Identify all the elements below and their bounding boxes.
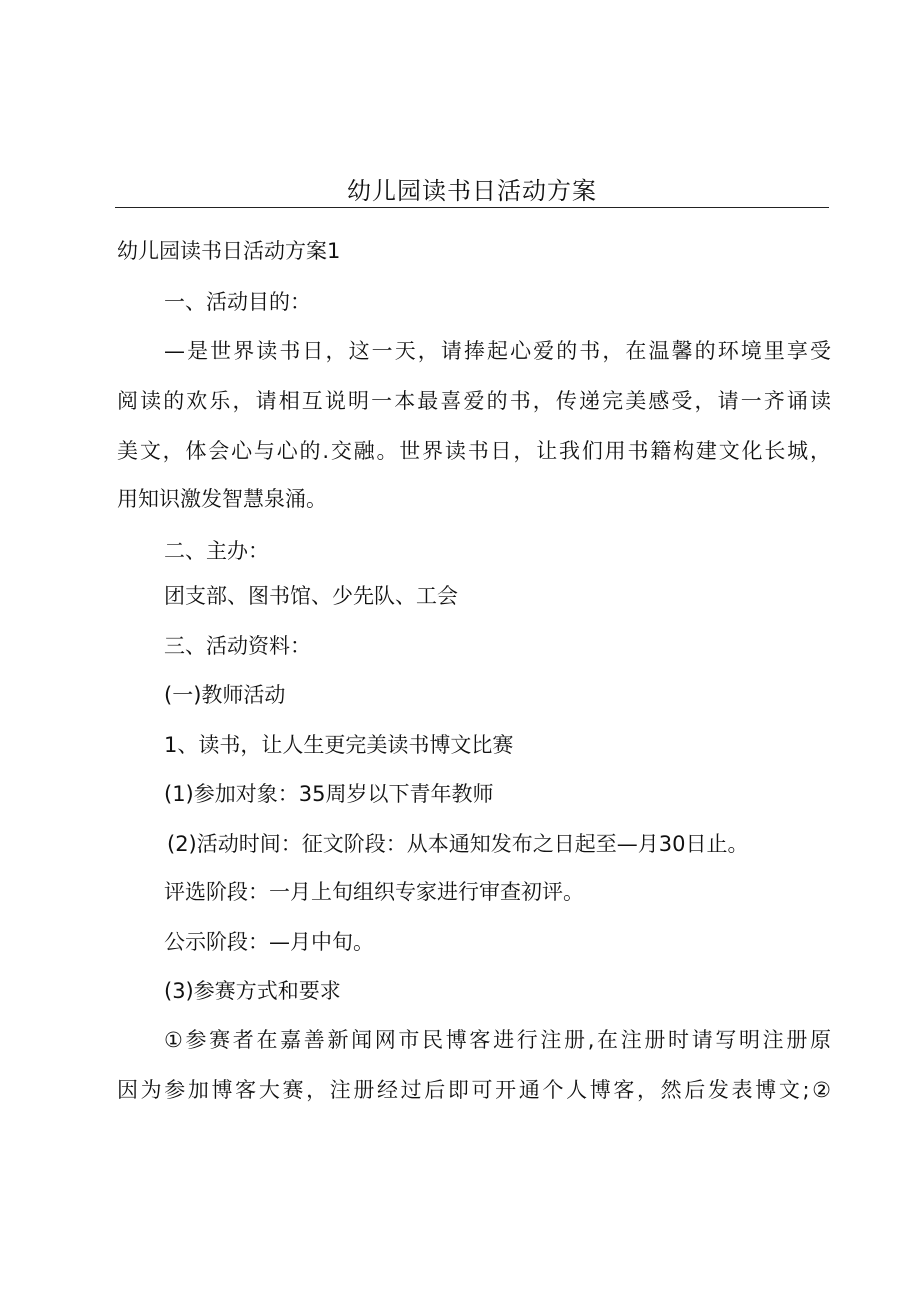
- paragraph-line: (2)活动时间：征文阶段：从本通知发布之日起至—月30日止。: [167, 832, 749, 856]
- paragraph-line: (3)参赛方式和要求: [164, 979, 341, 1003]
- document-title: 幼儿园读书日活动方案: [347, 177, 597, 205]
- paragraph-line: (1)参加对象：35周岁以下青年教师: [164, 782, 494, 806]
- paragraph-line: 二、主办：: [164, 539, 269, 563]
- paragraph-line: ①参赛者在嘉善新闻网市民博客进行注册,在注册时请写明注册原: [164, 1028, 831, 1052]
- paragraph-line: —是世界读书日，这一天，请捧起心爱的书，在温馨的环境里享受: [164, 339, 831, 363]
- paragraph-line: 一、活动目的：: [164, 290, 311, 314]
- paragraph-line: 美文，体会心与心的.交融。世界读书日，让我们用书籍构建文化长城，: [117, 439, 831, 463]
- paragraph-line: 用知识激发智慧泉涌。: [117, 487, 327, 511]
- paragraph-line: 评选阶段：一月上旬组织专家进行审查初评。: [164, 880, 584, 904]
- paragraph-line: 阅读的欢乐，请相互说明一本最喜爱的书，传递完美感受，请一齐诵读: [117, 389, 831, 413]
- paragraph-line: 因为参加博客大赛，注册经过后即可开通个人博客，然后发表博文;②: [117, 1078, 831, 1102]
- title-divider: [115, 207, 829, 208]
- section-heading: 幼儿园读书日活动方案1: [117, 239, 341, 263]
- paragraph-line: (一)教师活动: [164, 683, 286, 707]
- paragraph-line: 公示阶段：—月中旬。: [164, 930, 374, 954]
- paragraph-line: 团支部、图书馆、少先队、工会: [164, 584, 458, 608]
- paragraph-line: 1、读书，让人生更完美读书博文比赛: [164, 733, 514, 757]
- paragraph-line: 三、活动资料：: [164, 634, 311, 658]
